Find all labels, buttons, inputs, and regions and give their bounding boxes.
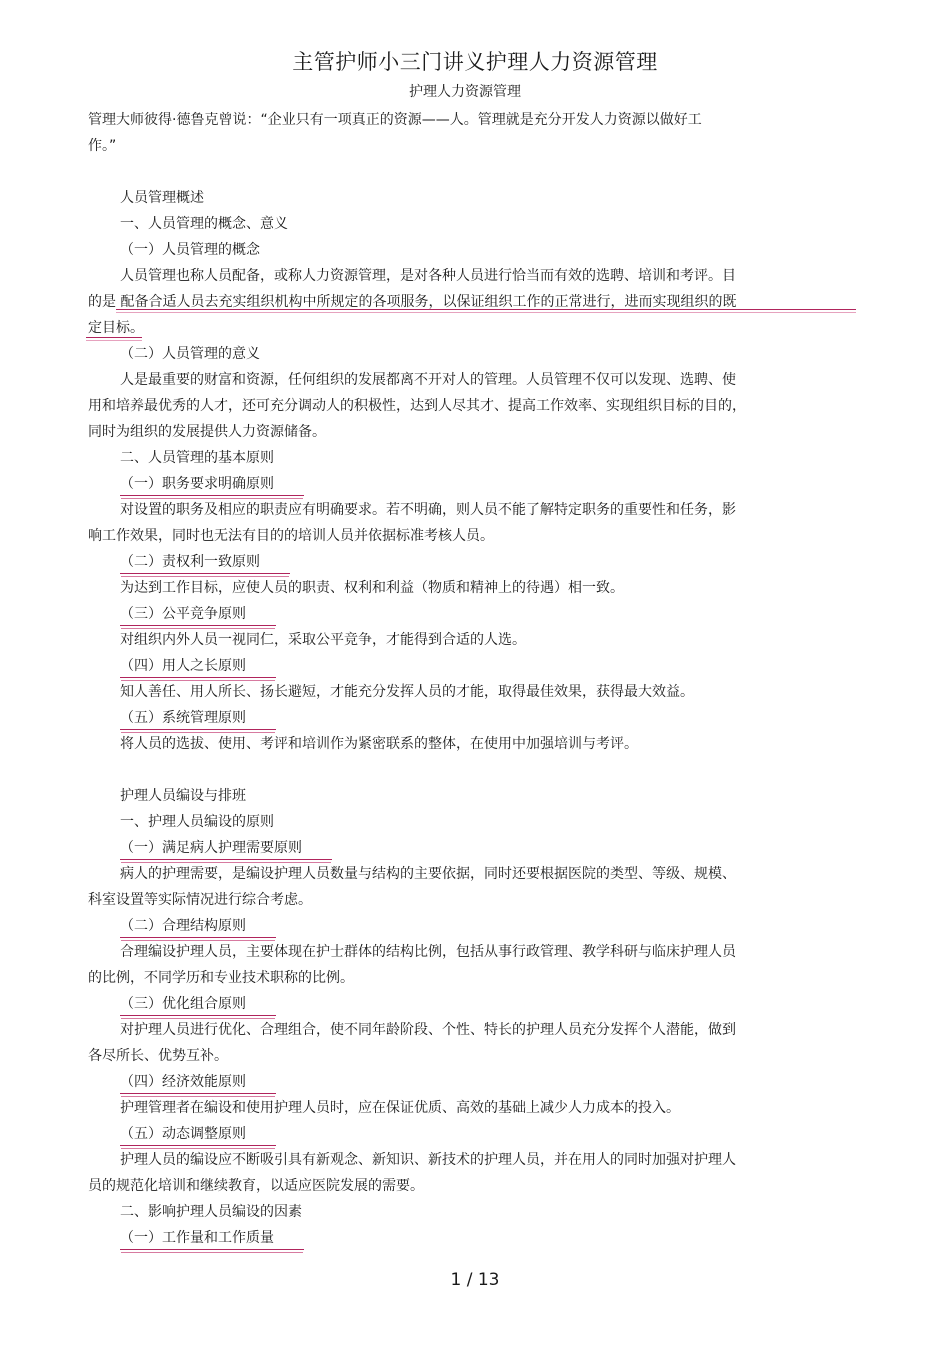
paragraph-line: 病人的护理需要，是编设护理人员数量与结构的主要依据，同时还要根据医院的类型、等级、规模、 xyxy=(120,866,736,882)
principle-heading: （五）动态调整原则 xyxy=(120,1124,276,1146)
principle-heading: （三）优化组合原则 xyxy=(120,994,276,1016)
quote-line: 作。” xyxy=(88,138,117,154)
paragraph-line: 将人员的选拔、使用、考评和培训作为紧密联系的整体，在使用中加强培训与考评。 xyxy=(120,736,638,752)
paragraph-line: 用和培养最优秀的人才，还可充分调动人的积极性，达到人尽其才、提高工作效率、实现组织目标的目的， xyxy=(88,398,746,414)
heading: 二、影响护理人员编设的因素 xyxy=(120,1204,302,1220)
subheading: （一）人员管理的概念 xyxy=(120,242,260,258)
highlight-underline xyxy=(116,309,856,313)
paragraph-line: 对设置的职务及相应的职责应有明确要求。若不明确，则人员不能了解特定职务的重要性和任务，影 xyxy=(120,502,736,518)
page-indicator: 1 / 13 xyxy=(450,1270,500,1290)
paragraph-line: 知人善任、用人所长、扬长避短，才能充分发挥人员的才能，取得最佳效果，获得最大效益。 xyxy=(120,684,694,700)
paragraph-line: 定目标。 xyxy=(88,320,144,336)
principle-heading: （二）合理结构原则 xyxy=(120,916,276,938)
paragraph-line: 科室设置等实际情况进行综合考虑。 xyxy=(88,892,312,908)
heading: 一、护理人员编设的原则 xyxy=(120,814,274,830)
document-title: 主管护师小三门讲义护理人力资源管理 xyxy=(292,50,658,74)
section-title: 人员管理概述 xyxy=(120,190,204,206)
paragraph-line: 响工作效果，同时也无法有目的的培训人员并依据标准考核人员。 xyxy=(88,528,494,544)
document-subtitle: 护理人力资源管理 xyxy=(409,84,521,100)
principle-heading: （五）系统管理原则 xyxy=(120,708,276,730)
subheading: （二）人员管理的意义 xyxy=(120,346,260,362)
principle-heading: （四）经济效能原则 xyxy=(120,1072,276,1094)
paragraph-line: 对护理人员进行优化、合理组合，使不同年龄阶段、个性、特长的护理人员充分发挥个人潜能，做到 xyxy=(120,1022,736,1038)
highlight-underline xyxy=(86,337,142,341)
principle-heading: （一）职务要求明确原则 xyxy=(120,474,304,496)
paragraph-line: 护理管理者在编设和使用护理人员时，应在保证优质、高效的基础上减少人力成本的投入。 xyxy=(120,1100,680,1116)
principle-heading: （一）工作量和工作质量 xyxy=(120,1228,304,1250)
paragraph-line: 的比例，不同学历和专业技术职称的比例。 xyxy=(88,970,354,986)
paragraph-line: 合理编设护理人员，主要体现在护士群体的结构比例，包括从事行政管理、教学科研与临床护理人员 xyxy=(120,944,736,960)
paragraph-line: 各尽所长、优势互补。 xyxy=(88,1048,228,1064)
principle-heading: （三）公平竞争原则 xyxy=(120,604,276,626)
principle-heading: （二）责权利一致原则 xyxy=(120,552,290,574)
heading: 一、人员管理的概念、意义 xyxy=(120,216,288,232)
paragraph-line: 员的规范化培训和继续教育，以适应医院发展的需要。 xyxy=(88,1178,424,1194)
paragraph-line: 护理人员的编设应不断吸引具有新观念、新知识、新技术的护理人员，并在用人的同时加强对护理人 xyxy=(120,1152,736,1168)
paragraph-line: 人员管理也称人员配备，或称人力资源管理，是对各种人员进行恰当而有效的选聘、培训和考评。目 xyxy=(120,268,736,284)
principle-heading: （四）用人之长原则 xyxy=(120,656,276,678)
paragraph-line: 的是 配备合适人员去充实组织机构中所规定的各项服务，以保证组织工作的正常进行，进而实现组织的既 xyxy=(88,294,737,310)
section-title: 护理人员编设与排班 xyxy=(120,788,246,804)
paragraph-line: 为达到工作目标，应使人员的职责、权利和利益（物质和精神上的待遇）相一致。 xyxy=(120,580,624,596)
quote-line: 管理大师彼得·德鲁克曾说：“企业只有一项真正的资源——人。管理就是充分开发人力资源以做好工 xyxy=(88,112,702,128)
paragraph-line: 人是最重要的财富和资源，任何组织的发展都离不开对人的管理。人员管理不仅可以发现、选聘、使 xyxy=(120,372,736,388)
heading: 二、人员管理的基本原则 xyxy=(120,450,274,466)
paragraph-line: 对组织内外人员一视同仁，采取公平竞争，才能得到合适的人选。 xyxy=(120,632,526,648)
paragraph-line: 同时为组织的发展提供人力资源储备。 xyxy=(88,424,326,440)
principle-heading: （一）满足病人护理需要原则 xyxy=(120,838,332,860)
